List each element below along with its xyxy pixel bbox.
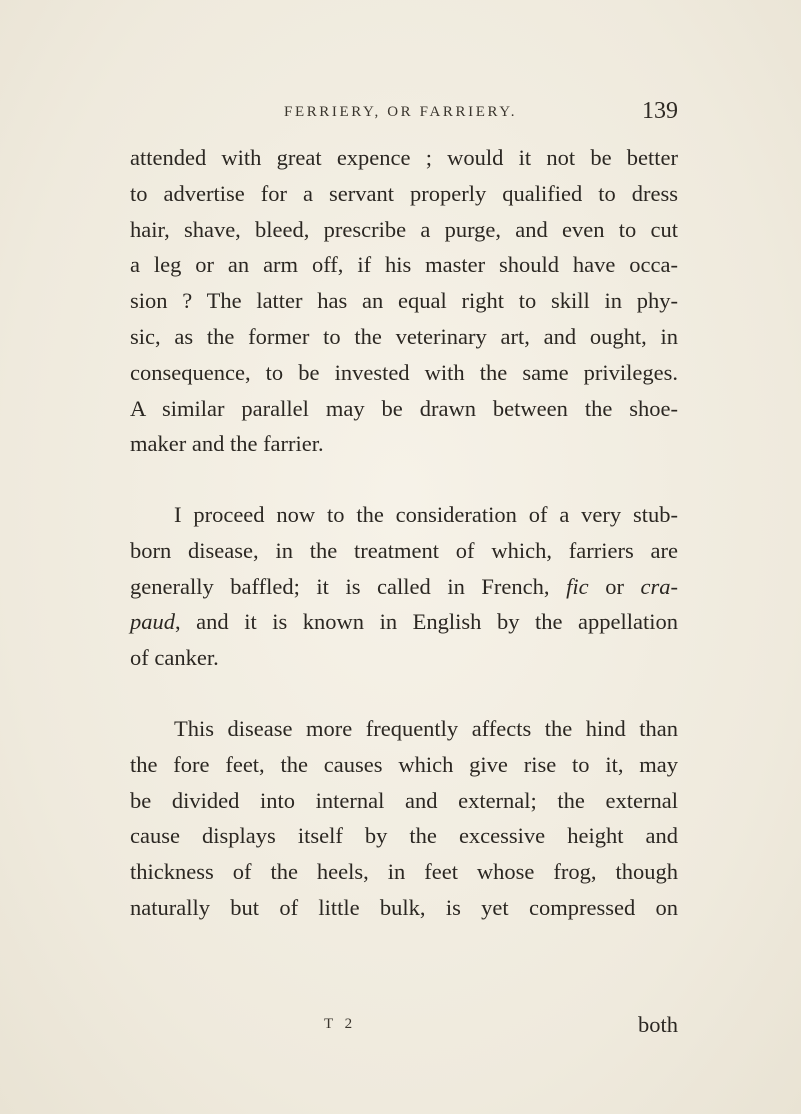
text-line: This disease more frequently affects the hind than [174,716,678,741]
italic-term-fic: fic [566,573,589,599]
text-line: be divided into internal and external; the external [130,787,678,813]
text-line: naturally but of little bulk, is yet compressed on [130,894,678,920]
text-line [130,569,678,605]
text-line: a leg or an arm off, if his master should have occa- [130,252,678,278]
running-title: FERRIERY, OR FARRIERY. [284,104,518,120]
text-line: A similar parallel may be drawn between the shoe- [130,395,678,421]
running-head [130,96,678,136]
text-line: maker and the farrier. [130,431,324,457]
page-number: 139 [642,98,678,124]
text-line: thickness of the heels, in feet whose frog, though [130,859,678,885]
signature-mark: T 2 [324,1016,357,1032]
text-fragment: or [605,573,624,599]
text-line: sic, as the former to the veterinary art, and ought, in [130,323,678,349]
text-line: cause displays itself by the excessive height and [130,823,678,849]
text-line [130,604,678,640]
italic-term-crapaud-end: paud [130,609,175,635]
text-line: attended with great expence ; would it not be better [130,145,678,170]
italic-term-crapaud-start: cra- [640,573,679,599]
text-fragment: generally baffled; it is called in French, [130,573,550,599]
paragraph-3 [130,711,678,926]
catchword: both [637,1012,678,1037]
paragraph-1 [130,140,678,462]
text-line: the fore feet, the causes which give rise to it, may [130,751,678,777]
text-line: of canker. [130,645,219,671]
text-line: I proceed now to the consideration of a very stub- [174,502,678,527]
page-footer [130,1012,678,1042]
text-line: hair, shave, bleed, prescribe a purge, and even to cut [130,216,678,242]
text-line: born disease, in the treatment of which, farriers are [130,537,678,563]
text-line: to advertise for a servant properly qualified to dress [130,180,678,206]
text-line: consequence, to be invested with the same privileges. [130,359,678,385]
text-line: sion ? The latter has an equal right to skill in phy- [130,288,678,314]
text-fragment: , and it is known in English by the appellation [175,609,678,635]
paragraph-2 [130,497,678,676]
